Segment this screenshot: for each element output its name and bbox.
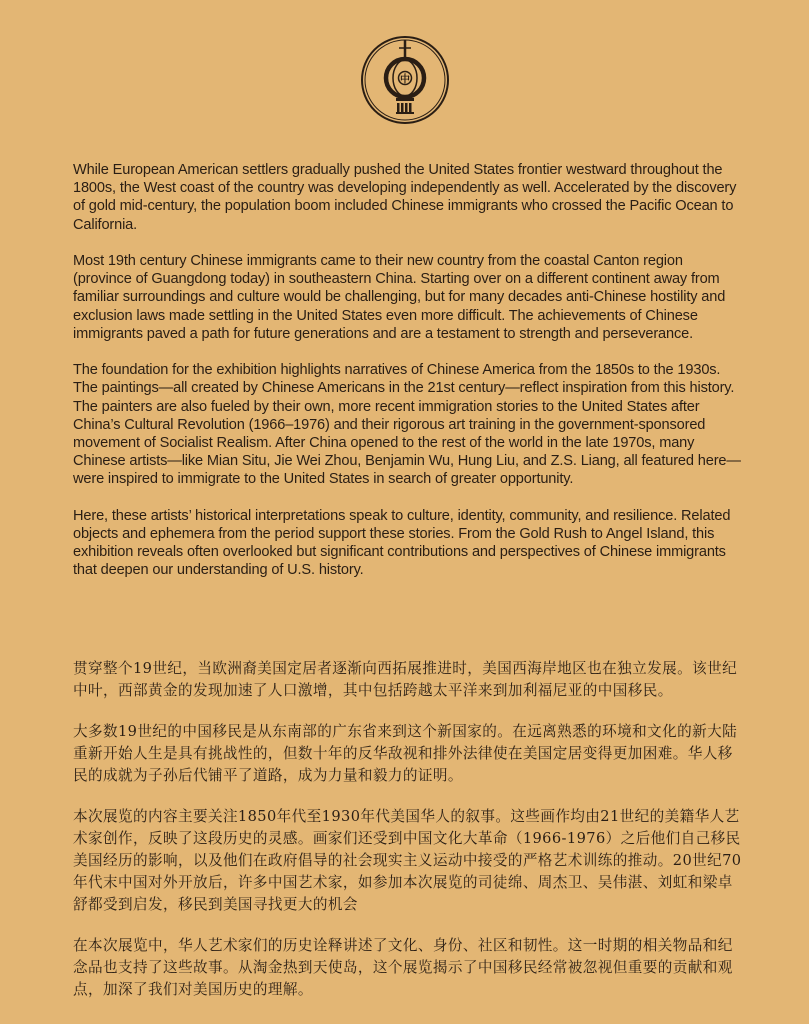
chinese-paragraph: 大多数19世纪的中国移民是从东南部的广东省来到这个新国家的。在远离熟悉的环境和文化的新大陆重新开始人生是具有挑战性的，但数十年的反华敌视和排外法律使在美国定居变得更加困难。华人移民的成就为子孙后代铺平了道路，成为力量和毅力的证明。 <box>73 723 738 784</box>
lantern-logo <box>360 35 450 125</box>
chinese-paragraph: 在本次展览中，华人艺术家们的历史诠释讲述了文化、身份、社区和韧性。这一时期的相关物品和纪念品也支持了这些故事。从淘金热到天使岛，这个展览揭示了中国移民经常被忽视但重要的贡献和观点，加深了我们对美国历史的理解。 <box>73 937 733 998</box>
svg-text:中: 中 <box>400 74 410 86</box>
english-paragraph: Most 19th century Chinese immigrants came to their new country from the coastal Canton region (province of Guangdong today) in southeastern China. Starting over on a different continent away from familiar surroundings and culture would be challenging, but for many decades anti-Chinese hostility and exclusion laws made settling in the United States even more difficult. The achievements of Chinese immigrants paved a path for future generations and are a testament to strength and perseverance. <box>73 253 726 342</box>
chinese-paragraph: 本次展览的内容主要关注1850年代至1930年代美国华人的叙事。这些画作均由21世纪的美籍华人艺术家创作，反映了这段历史的灵感。画家们还受到中国文化大革命（1966-1976）之后他们自己移民美国经历的影响，以及他们在政府倡导的社会现实主义运动中接受的严格艺术训练的推动。20世纪70年代末中国对外开放后，许多中国艺术家，如参加本次展览的司徒绵、周杰卫、吴伟湛、刘虹和梁卓舒都受到启发，移民到美国寻找更大的机会 <box>73 808 742 913</box>
english-paragraph: While European American settlers gradually pushed the United States frontier westward throughout the 1800s, the West coast of the country was developing independently as well. Accelerated by the discovery of gold mid-century, the population boom included Chinese immigrants who crossed the Pacific Ocean to California. <box>73 162 737 233</box>
english-text-block <box>73 161 743 598</box>
chinese-lantern-icon <box>360 35 450 125</box>
english-paragraph: Here, these artists’ historical interpretations speak to culture, identity, community, and resilience. Related objects and ephemera from the period support these stories. From the Gold Rush to Angel Island, this exhibition reveals often overlooked but significant contributions and perspectives of Chinese immigrants that deepen our understanding of U.S. history. <box>73 507 731 579</box>
chinese-paragraph: 贯穿整个19世纪，当欧洲裔美国定居者逐渐向西拓展推进时，美国西海岸地区也在独立发展。该世纪中叶，西部黄金的发现加速了人口激增，其中包括跨越太平洋来到加利福尼亚的中国移民。 <box>73 660 738 699</box>
english-paragraph: The foundation for the exhibition highlights narratives of Chinese America from the 1850s to the 1930s. The paintings—all created by Chinese Americans in the 21st century—reflect inspiration from this history. The painters are also fueled by their own, more recent immigration stories to the United States after China’s Cultural Revolution (1966–1976) and their rigorous art training in the government-sponsored movement of Socialist Realism. After China opened to the rest of the world in the late 1970s, many Chinese artists—like Mian Situ, Jie Wei Zhou, Benjamin Wu, Hung Liu, and Z.S. Liang, all featured here—were inspired to immigrate to the United States in search of greater opportunity. <box>73 362 741 488</box>
chinese-text-block <box>73 658 743 1020</box>
